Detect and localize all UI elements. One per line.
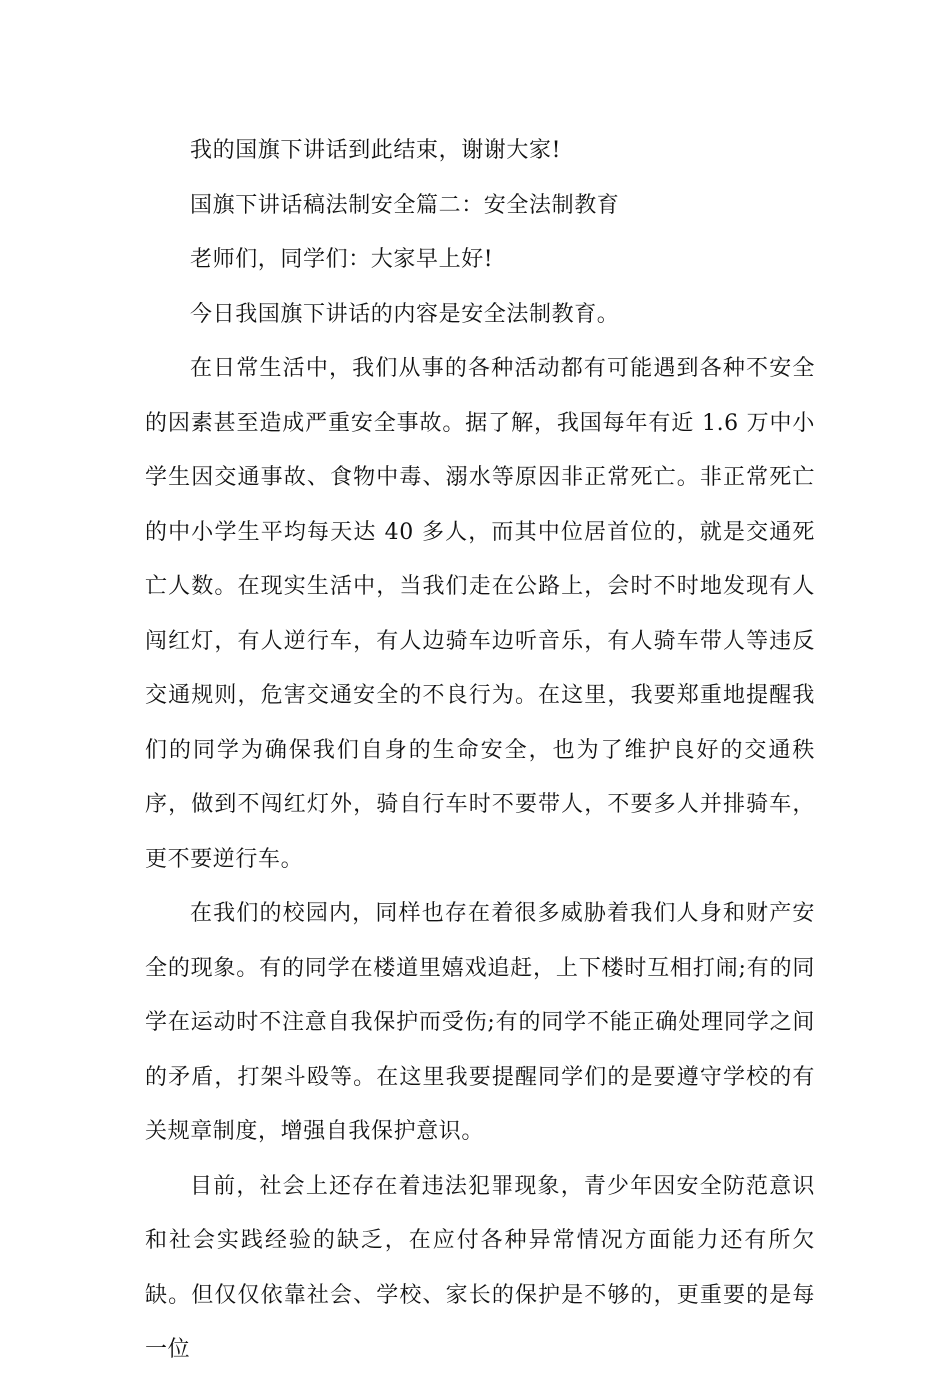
campus-safety-paragraph: 在我们的校园内，同样也存在着很多威胁着我们人身和财产安全的现象。有的同学在楼道里嬉戏追赶，上下楼时互相打闹;有的同学在运动时不注意自我保护而受伤;有的同学不能正确处理同学之间的矛盾，打架斗殴等。在这里我要提醒同学们的是要遵守学校的有关规章制度，增强自我保护意识。 [145,901,815,1144]
closing-remark: 我的国旗下讲话到此结束，谢谢大家! [190,138,562,163]
section-title: 国旗下讲话稿法制安全篇二：安全法制教育 [190,192,620,218]
society-safety-paragraph: 目前，社会上还存在着违法犯罪现象，青少年因安全防范意识和社会实践经验的缺乏，在应付各种异常情况方面能力还有所欠缺。但仅仅依靠社会、学校、家长的保护是不够的，更重要的是每一位 [145,1173,815,1362]
document-body [145,124,815,1378]
greeting: 老师们，同学们：大家早上好! [190,247,494,272]
traffic-safety-paragraph: 在日常生活中，我们从事的各种活动都有可能遇到各种不安全的因素甚至造成严重安全事故。据了解，我国每年有近 1.6 万中小学生因交通事故、食物中毒、溺水等原因非正常死亡。非正常死亡的中小学生平均每天达 40 多人，而其中位居首位的，就是交通死亡人数。在现实生活中，当我们走在公路上，会时不时地发现有人闯红灯，有人逆行车，有人边骑车边听音乐，有人骑车带人等违反交通规则，危害交通安全的不良行为。在这里，我要郑重地提醒我们的同学为确保我们自身的生命安全，也为了维护良好的交通秩序，做到不闯红灯外，骑自行车时不要带人，不要多人并排骑车，更不要逆行车。 [145,356,815,872]
topic-intro: 今日我国旗下讲话的内容是安全法制教育。 [190,301,620,327]
